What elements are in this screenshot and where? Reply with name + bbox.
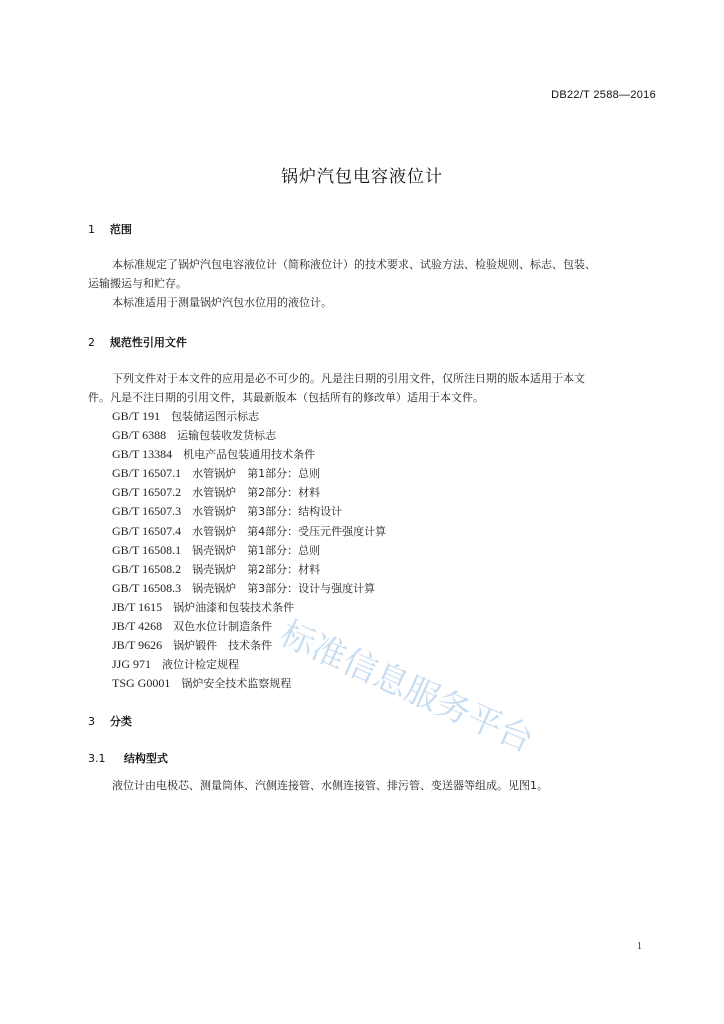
- reference-item: [112, 617, 386, 636]
- reference-code: JJG 971: [112, 657, 152, 672]
- reference-code: JB/T 9626: [112, 638, 163, 653]
- reference-title: 液位计检定规程: [162, 658, 240, 672]
- reference-title: 水管锅炉 第4部分：受压元件强度计算: [192, 524, 387, 538]
- reference-code: TSG G0001: [112, 676, 171, 691]
- reference-title: 锅炉安全技术监察规程: [181, 677, 292, 691]
- reference-item: [112, 445, 386, 464]
- references-paragraph: [88, 369, 660, 407]
- reference-item: [112, 426, 386, 445]
- reference-item: [112, 636, 386, 655]
- reference-title: 水管锅炉 第2部分：材料: [192, 486, 321, 500]
- watermark-text: 标准信息服务平台: [274, 613, 540, 761]
- standard-code: DB22/T 2588—2016: [551, 89, 656, 101]
- reference-title: 水管锅炉 第1部分：总则: [192, 467, 321, 481]
- reference-code: GB/T 13384: [112, 447, 173, 462]
- reference-code: GB/T 16507.1: [112, 466, 182, 481]
- reference-code: GB/T 16507.3: [112, 504, 182, 519]
- reference-item: [112, 598, 386, 617]
- reference-title: 包装储运图示标志: [171, 410, 260, 423]
- section-heading-scope: [88, 221, 132, 237]
- page-number: 1: [637, 941, 642, 952]
- subsection-heading-structure: [88, 750, 168, 766]
- reference-item: [112, 407, 386, 426]
- paragraph-line: 下列文件对于本文件的应用是必不可少的。凡是注日期的引用文件，仅所注日期的版本适用于本文: [112, 372, 585, 385]
- section-heading-normative-references: [88, 334, 187, 350]
- reference-title: 水管锅炉 第3部分：结构设计: [192, 505, 343, 519]
- reference-item: [112, 579, 386, 598]
- structure-paragraph: [112, 776, 684, 795]
- section-title: 分类: [109, 715, 132, 728]
- reference-title: 锅壳锅炉 第3部分：设计与强度计算: [192, 581, 376, 595]
- reference-code: GB/T 16508.3: [112, 580, 182, 595]
- reference-title: 锅炉锻件 技术条件: [173, 639, 273, 653]
- reference-code: GB/T 16507.2: [112, 485, 182, 500]
- paragraph-line: 运输搬运与和贮存。: [88, 277, 187, 290]
- reference-title: 机电产品包装通用技术条件: [183, 448, 316, 462]
- reference-title: 锅壳锅炉 第1部分：总则: [192, 543, 321, 557]
- reference-code: JB/T 1615: [112, 599, 163, 614]
- section-title: 范围: [109, 223, 132, 236]
- reference-code: JB/T 4268: [112, 619, 163, 634]
- reference-code: GB/T 191: [112, 409, 161, 423]
- reference-item: [112, 674, 386, 693]
- reference-item: [112, 560, 386, 579]
- reference-item: [112, 541, 386, 560]
- reference-item: [112, 655, 386, 674]
- reference-list: [112, 407, 386, 693]
- reference-title: 锅壳锅炉 第2部分：材料: [192, 562, 321, 576]
- section-number: 1: [88, 223, 95, 236]
- section-title: 结构型式: [123, 752, 168, 765]
- section-heading-classification: [88, 713, 132, 729]
- paragraph-line: 本标准规定了锅炉汽包电容液位计（简称液位计）的技术要求、试验方法、检验规则、标志、包装、: [112, 258, 596, 271]
- reference-code: GB/T 16507.4: [112, 523, 182, 538]
- reference-title: 锅炉油漆和包装技术条件: [173, 600, 295, 614]
- paragraph-line: 液位计由电极芯、测量筒体、汽侧连接管、水侧连接管、排污管、变送器等组成。见图1。: [112, 779, 548, 792]
- reference-code: GB/T 6388: [112, 428, 167, 443]
- section-title: 规范性引用文件: [109, 336, 187, 349]
- section-number: 2: [88, 336, 95, 349]
- scope-paragraph: [88, 255, 660, 312]
- paragraph-line: 本标准适用于测量锅炉汽包水位用的液位计。: [112, 296, 332, 309]
- reference-code: GB/T 16508.1: [112, 542, 182, 557]
- reference-item: [112, 464, 386, 483]
- reference-item: [112, 502, 386, 521]
- paragraph-line: 件。凡是不注日期的引用文件，其最新版本（包括所有的修改单）适用于本文件。: [88, 391, 484, 404]
- section-number: 3.1: [88, 752, 106, 765]
- reference-code: GB/T 16508.2: [112, 561, 182, 576]
- reference-title: 双色水位计制造条件: [173, 620, 273, 634]
- document-title: 锅炉汽包电容液位计: [281, 167, 443, 187]
- reference-item: [112, 483, 386, 502]
- reference-title: 运输包装收发货标志: [177, 429, 277, 443]
- section-number: 3: [88, 715, 95, 728]
- reference-item: [112, 522, 386, 541]
